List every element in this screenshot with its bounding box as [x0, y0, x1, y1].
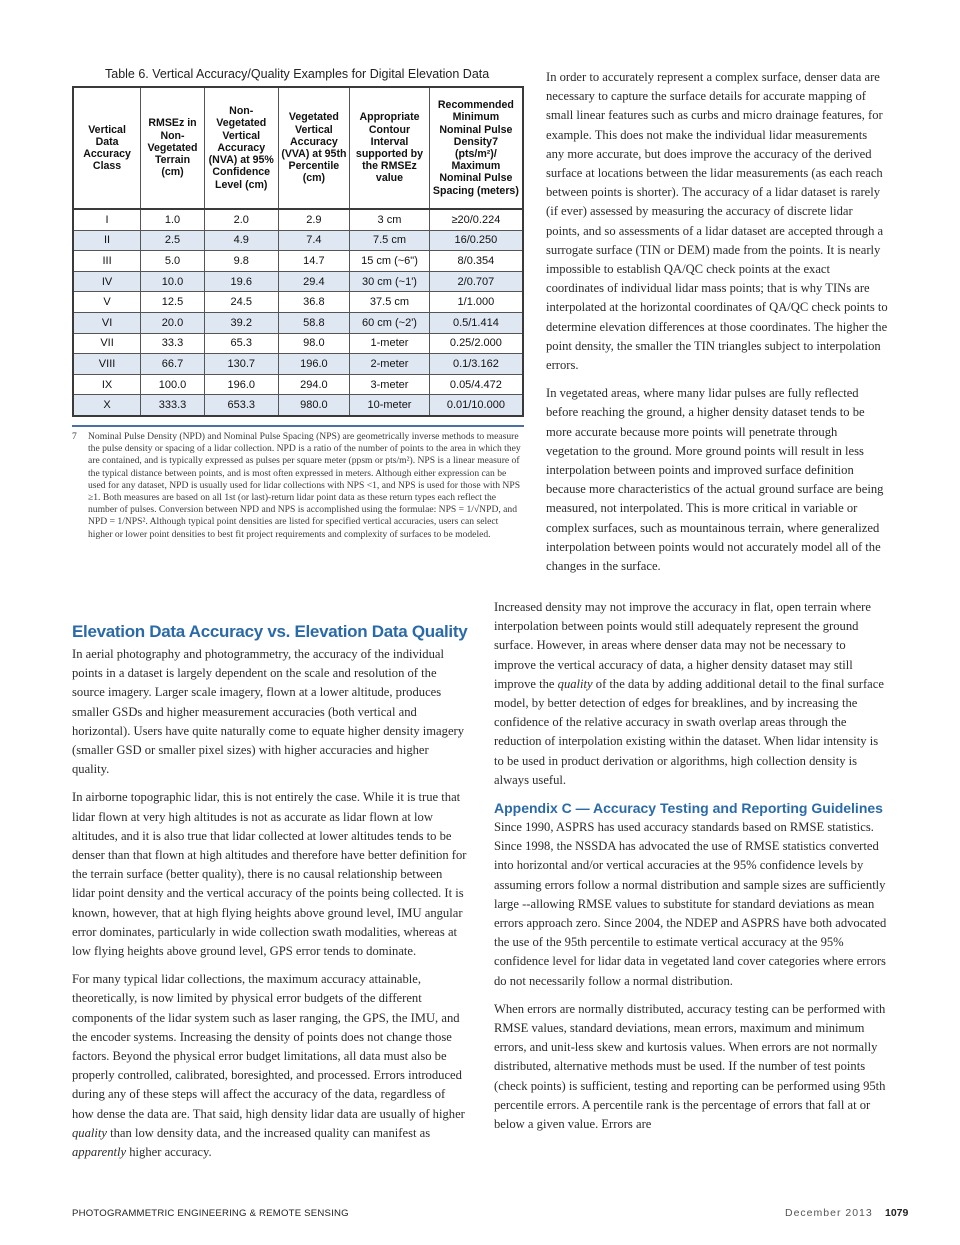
right-column-top — [546, 68, 888, 585]
table-cell: 16/0.250 — [429, 230, 523, 251]
right-column-bottom — [494, 598, 888, 1143]
accuracy-table — [72, 86, 524, 417]
table-cell: 15 cm (~6") — [350, 251, 430, 272]
footer-date: December 2013 — [785, 1207, 873, 1219]
table-row — [73, 312, 523, 333]
header-nva: Non-Vegetated Vertical Accuracy (NVA) at 95% Confidence Level (cm) — [204, 87, 278, 209]
footer-journal-name: PHOTOGRAMMETRIC ENGINEERING & REMOTE SENSING — [72, 1208, 349, 1219]
table-cell: 60 cm (~2') — [350, 312, 430, 333]
paragraph-point-density: In order to accurately represent a complex surface, denser data are necessary to capture the surface details for accurate mapping of small linear features such as curbs and micro drainage features, for example. This does not make the individual lidar measurements any more accurate, but does improve the accuracy of the derived surface at locations between the lidar measurements (as each reach between points is shorter). The accuracy of a lidar dataset is rarely (if ever) assessed by measuring the accuracy of discrete lidar points, and so assessments of a lidar dataset are accepted through a surrogate surface (TIN or DEM) made from the points. It is nearly impossible to establish QA/QC check points at the exact coordinates of individual lidar mass points; that is why TINs are interpolated at the horizontal coordinates of QA/QC check points to determine elevation differences at those coordinates. The higher the point density, the smaller the TIN triangles subject to interpolation errors. — [546, 70, 888, 373]
appendix-heading: Appendix C — Accuracy Testing and Reporting Guidelines — [494, 800, 883, 817]
paragraph-increased-density: Increased density may not improve the accuracy in flat, open terrain where interpolation between points would still adequately represent the ground surface. However, in areas where denser data may not be necessary to improve the vertical accuracy of data, a higher density dataset may still improve the quality of the data by adding additional detail to the final surface model, by better detection of edges for breaklines, and by increasing the confidence of the relative accuracy in swath overlap areas through the reduction of interpolation existing within the dataset. When lidar intensity is to be used in product derivation or algorithms, high collection density is always useful. — [494, 600, 884, 787]
table-cell: 1/1.000 — [429, 292, 523, 313]
table-cell: 294.0 — [278, 374, 350, 395]
table-cell: 7.4 — [278, 230, 350, 251]
left-column-bottom — [72, 645, 468, 1171]
paragraph-aerial-photography: In aerial photography and photogrammetry, the accuracy of the individual points in a dataset is largely dependent on the scale and resolution of the source imagery. Larger scale imagery, flown at a lower altitude, produces smaller GSDs and higher measurement accuracies (both vertical and horizontal). Users have quite naturally come to equate higher density imagery (smaller GSD or smaller pixel sizes) with higher accuracies and higher quality. — [72, 647, 465, 777]
table-cell: 36.8 — [278, 292, 350, 313]
table-cell: 2.5 — [141, 230, 205, 251]
table-cell: X — [73, 395, 141, 416]
table-bottom-rule — [72, 425, 524, 427]
table-cell: 30 cm (~1') — [350, 271, 430, 292]
footer-page-number: 1079 — [885, 1207, 909, 1219]
table-cell: 2/0.707 — [429, 271, 523, 292]
table-cell: III — [73, 251, 141, 272]
table-cell: 100.0 — [141, 374, 205, 395]
table-cell: 66.7 — [141, 354, 205, 375]
table-cell: 39.2 — [204, 312, 278, 333]
table-cell: 8/0.354 — [429, 251, 523, 272]
table-cell: 0.05/4.472 — [429, 374, 523, 395]
table-row — [73, 230, 523, 251]
table-cell: 2.0 — [204, 209, 278, 230]
table-cell: 98.0 — [278, 333, 350, 354]
table-caption: Table 6. Vertical Accuracy/Quality Examples for Digital Elevation Data — [105, 67, 490, 81]
table-cell: I — [73, 209, 141, 230]
table-cell: 14.7 — [278, 251, 350, 272]
table-cell: 58.8 — [278, 312, 350, 333]
table-cell: 37.5 cm — [350, 292, 430, 313]
table-cell: 12.5 — [141, 292, 205, 313]
table-cell: 196.0 — [278, 354, 350, 375]
table-cell: 7.5 cm — [350, 230, 430, 251]
footnote-number: 7 — [72, 431, 77, 442]
table-cell: 196.0 — [204, 374, 278, 395]
table-row — [73, 395, 523, 416]
table-cell: 1-meter — [350, 333, 430, 354]
table-cell: ≥20/0.224 — [429, 209, 523, 230]
table-row — [73, 209, 523, 230]
table-cell: VI — [73, 312, 141, 333]
header-vva: Vegetated Vertical Accuracy (VVA) at 95th Percentile (cm) — [278, 87, 350, 209]
header-rmsez: RMSEz in Non-Vegetated Terrain (cm) — [141, 87, 205, 209]
paragraph-vegetated-areas: In vegetated areas, where many lidar pulses are fully reflected before reaching the ground, a higher density dataset tends to be more accurate because more points will penetrate through vegetation to the ground. More ground points will result in less interpolation between points and improved surface definition because more characteristics of the actual ground surface are being measured, not interpolated. This is more critical in variable or complex surfaces, such as mountainous terrain, where generalized interpolation between points would not accurately model all of the changes in the surface. — [546, 386, 884, 574]
table-cell: VIII — [73, 354, 141, 375]
table-cell: 29.4 — [278, 271, 350, 292]
table-cell: 333.3 — [141, 395, 205, 416]
table-cell: 980.0 — [278, 395, 350, 416]
table-row — [73, 271, 523, 292]
table-row — [73, 333, 523, 354]
accuracy-table-container — [72, 86, 524, 417]
table-cell: 2-meter — [350, 354, 430, 375]
table-cell: 1.0 — [141, 209, 205, 230]
table-cell: 653.3 — [204, 395, 278, 416]
table-body — [73, 209, 523, 416]
table-cell: IX — [73, 374, 141, 395]
table-cell: 10.0 — [141, 271, 205, 292]
table-cell: V — [73, 292, 141, 313]
footnote — [72, 431, 522, 541]
table-row — [73, 374, 523, 395]
table-cell: 0.5/1.414 — [429, 312, 523, 333]
header-accuracy-class: Vertical Data Accuracy Class — [73, 87, 141, 209]
table-cell: 65.3 — [204, 333, 278, 354]
table-cell: IV — [73, 271, 141, 292]
table-row — [73, 292, 523, 313]
table-cell: 9.8 — [204, 251, 278, 272]
table-cell: 3-meter — [350, 374, 430, 395]
table-cell: 2.9 — [278, 209, 350, 230]
table-cell: 130.7 — [204, 354, 278, 375]
table-header-row — [73, 87, 523, 209]
table-cell: II — [73, 230, 141, 251]
table-cell: 3 cm — [350, 209, 430, 230]
table-cell: 24.5 — [204, 292, 278, 313]
table-cell: 19.6 — [204, 271, 278, 292]
header-contour-interval: Appropriate Contour Interval supported by the RMSEz value — [350, 87, 430, 209]
paragraph-normal-distribution: When errors are normally distributed, accuracy testing can be performed with RMSE values, standard deviations, mean errors, maximum and minimum errors, and unit-less skew and kurtosis values. When errors are not normally distributed, alternative methods must be used. If the number of test points (check points) is sufficient, testing and reporting can be performed using 95th percentile errors. A percentile rank is the percentage of errors that fall at or below a given value. Errors are — [494, 1001, 886, 1132]
section-heading: Elevation Data Accuracy vs. Elevation Data Quality — [72, 622, 468, 641]
table-cell: 20.0 — [141, 312, 205, 333]
table-cell: 0.25/2.000 — [429, 333, 523, 354]
table-cell: 4.9 — [204, 230, 278, 251]
table-cell: 0.1/3.162 — [429, 354, 523, 375]
footnote-text: Nominal Pulse Density (NPD) and Nominal Pulse Spacing (NPS) are geometrically inverse methods to measure the pulse density or spacing of a lidar collection. NPD is a ratio of the number of points to the area in which they are contained, and is typically expressed as pulses per square meter (ppsm or pts/m²). NPS is a linear measure of the typical distance between points, and is most often expressed in meters. Although either expression can be used for any dataset, NPD is usually used for lidar collections with NPS <1, and NPS is used for those with NPS ≥1. Both measures are based on all 1st (or last)-return lidar point data as these return types each reflect the number of pulses. Conversion between NPD and NPS is accomplished using the formulae: NPS = 1/√NPD, and NPD = 1/NPS². Although typical point densities are listed for specified vertical accuracies, users can select higher or lower point densities to best fit project requirements and complexity of surfaces to be modeled. — [88, 431, 521, 540]
table-cell: VII — [73, 333, 141, 354]
table-cell: 0.01/10.000 — [429, 395, 523, 416]
header-pulse-density: Recommended Minimum Nominal Pulse Density7 (pts/m²)/ Maximum Nominal Pulse Spacing (meters) — [429, 87, 523, 209]
table-row — [73, 354, 523, 375]
paragraph-airborne-lidar: In airborne topographic lidar, this is not entirely the case. While it is true that lidar flown at very high altitudes is not as accurate as lidar flown at low altitudes, and it is also true that lidar collected at lower altitudes tends to be denser than that flown at high altitudes and therefore have better definition for the terrain surface (better quality), there is no causal relationship between lidar point density and the vertical accuracy of the points being collected. It is known, however, that at high flying heights above ground level, IMU angular error dominates, particularly in wide collection swath modalities, whereas at low flying heights above ground level, GPS error tends to dominate. — [72, 790, 467, 959]
table-cell: 10-meter — [350, 395, 430, 416]
table-cell: 33.3 — [141, 333, 205, 354]
paragraph-typical-collections: For many typical lidar collections, the maximum accuracy attainable, theoretically, is now limited by physical error budgets of the different components of the lidar system such as laser ranging, the GPS, the IMU, and the encoder systems. Increasing the density of points does not change those factors. Beyond the physical error budget limitations, all data must also be properly controlled, calibrated, boresighted, and processed. Errors introduced during any of these steps will affect the accuracy of the data, regardless of how dense the data are. That said, high density lidar data are usually of higher quality than low density data, and the increased quality can manifest as apparently higher accuracy. — [72, 972, 465, 1160]
paragraph-accuracy-standards: Since 1990, ASPRS has used accuracy standards based on RMSE statistics. Since 1998, the NSSDA has advocated the use of RMSE statistics converted into horizontal and/or vertical accuracies at the 95% confidence levels by assuming errors follow a normal distribution and sample sizes are sufficiently large --allowing RMSE values to substitute for standard deviations as mean errors approach zero. Since 2004, the NDEP and ASPRS have both advocated the use of the 95th percentile to estimate vertical accuracy at the 95% confidence level for lidar data in vegetated land cover categories where errors do not necessarily follow a normal distribution. — [494, 820, 887, 988]
table-row — [73, 251, 523, 272]
table-cell: 5.0 — [141, 251, 205, 272]
